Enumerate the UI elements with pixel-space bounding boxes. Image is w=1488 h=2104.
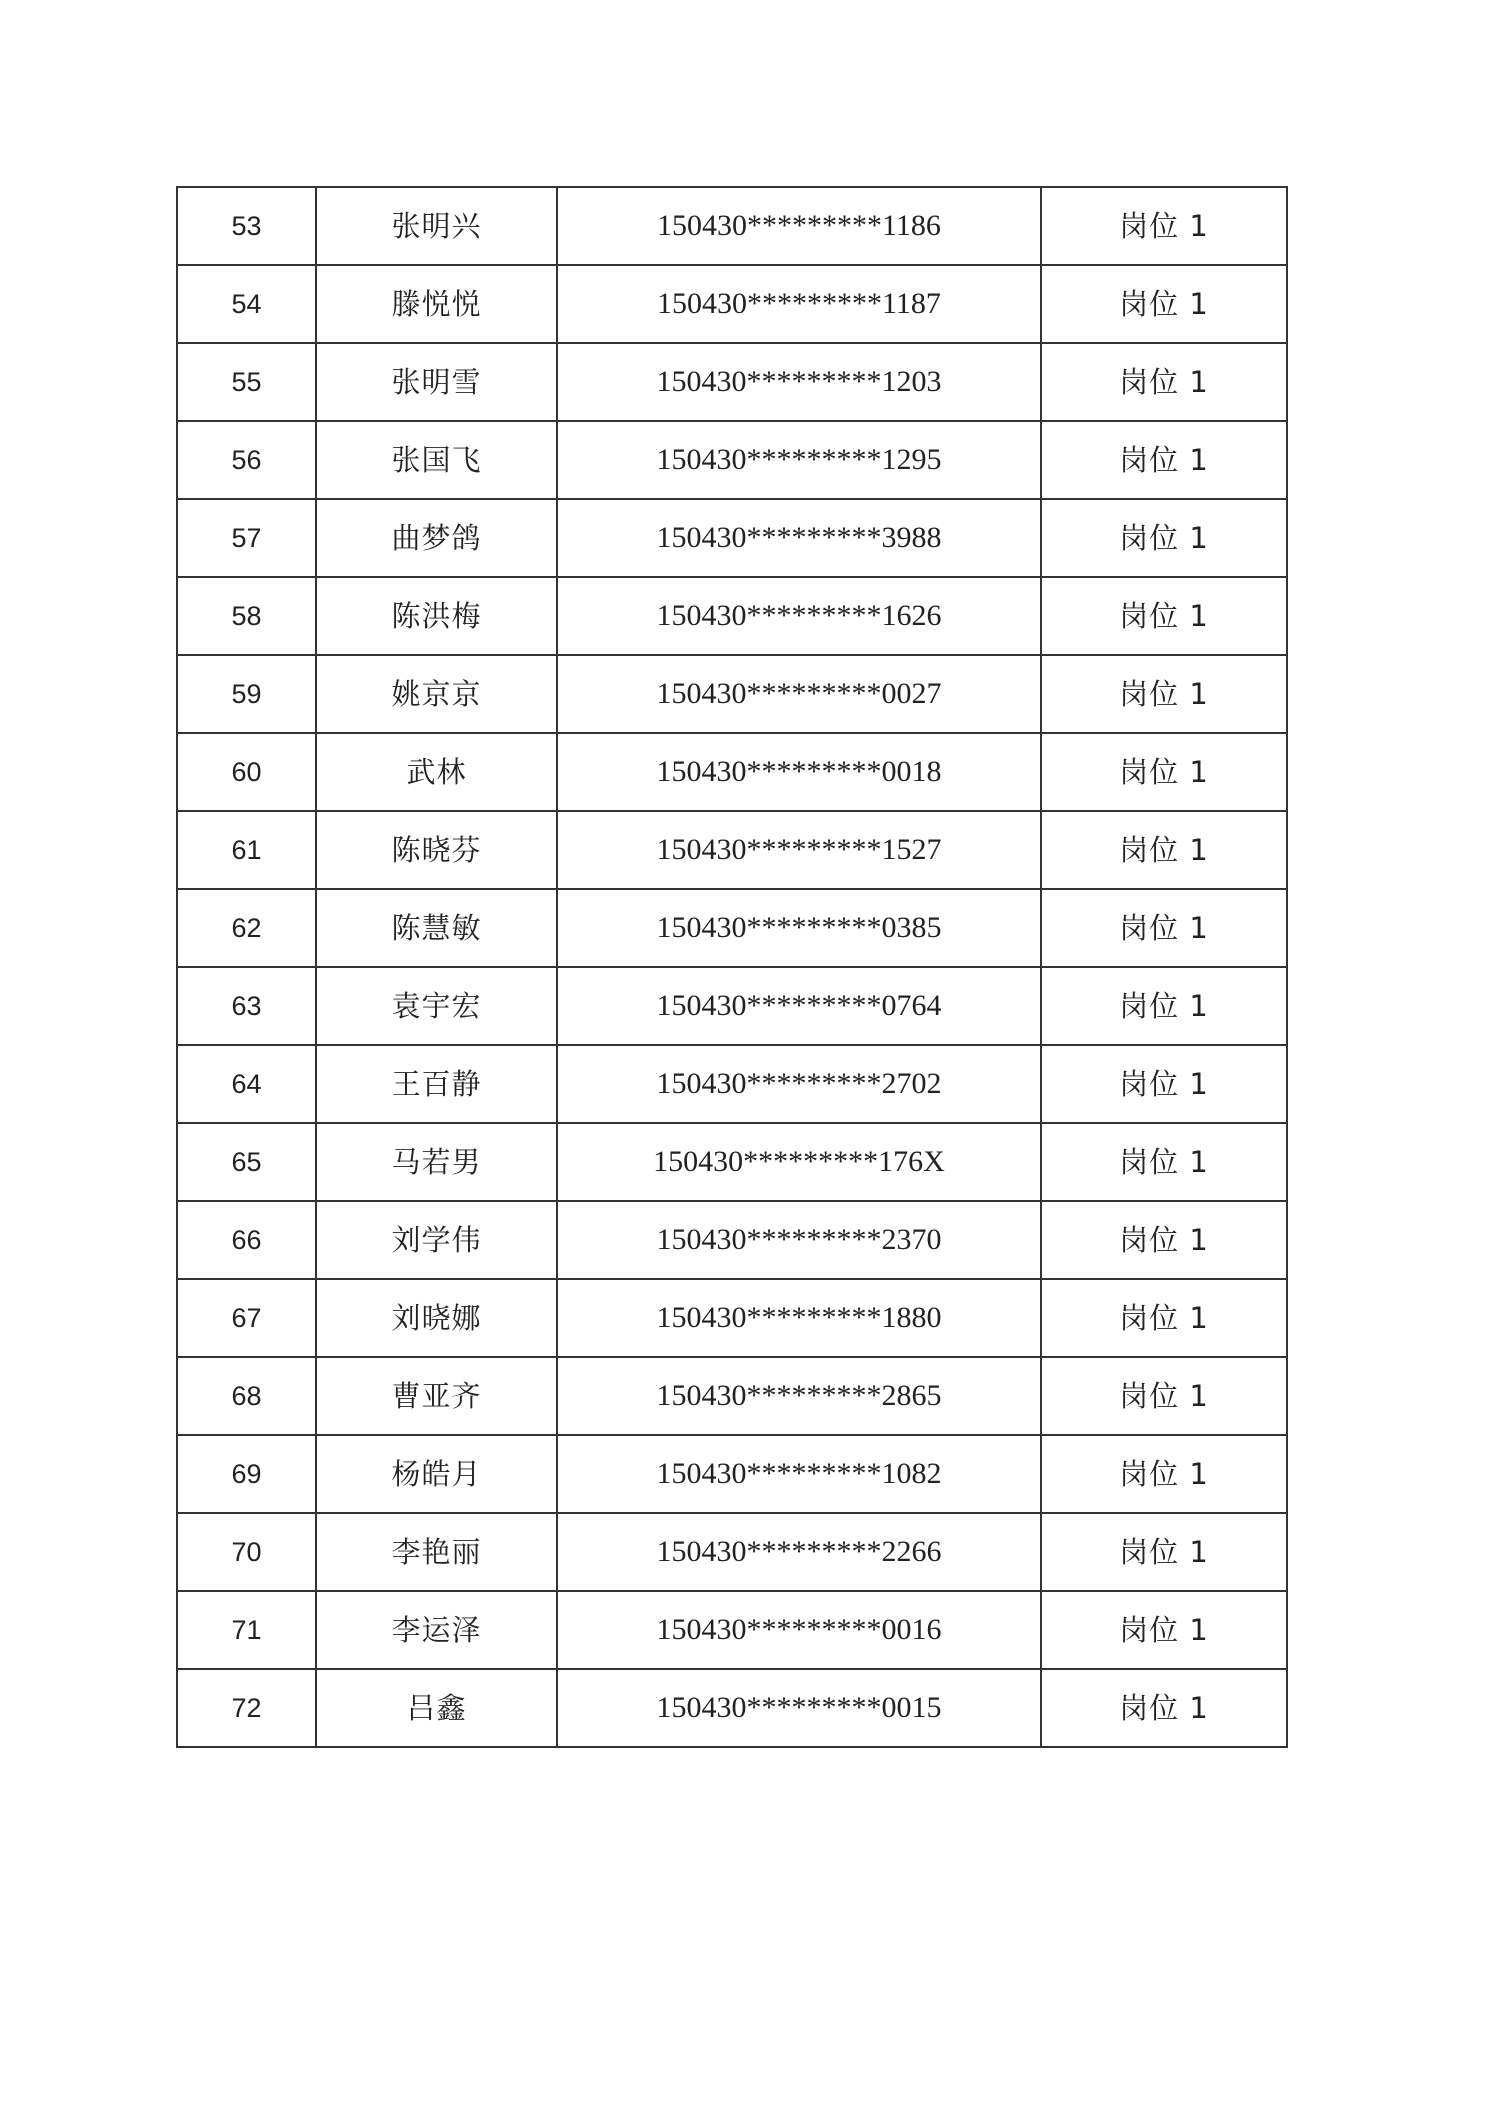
position: 岗位 1 — [1041, 733, 1287, 811]
id-number: 150430*********1186 — [557, 187, 1041, 265]
position: 岗位 1 — [1041, 1357, 1287, 1435]
position: 岗位 1 — [1041, 1513, 1287, 1591]
row-number: 56 — [177, 421, 316, 499]
row-number: 72 — [177, 1669, 316, 1747]
roster-table-body — [177, 187, 1287, 1747]
id-number: 150430*********0027 — [557, 655, 1041, 733]
position: 岗位 1 — [1041, 577, 1287, 655]
position: 岗位 1 — [1041, 343, 1287, 421]
position: 岗位 1 — [1041, 265, 1287, 343]
position: 岗位 1 — [1041, 1435, 1287, 1513]
person-name: 张明雪 — [316, 343, 557, 421]
id-number: 150430*********0015 — [557, 1669, 1041, 1747]
table-row — [177, 889, 1287, 967]
person-name: 陈洪梅 — [316, 577, 557, 655]
position: 岗位 1 — [1041, 1591, 1287, 1669]
position: 岗位 1 — [1041, 1123, 1287, 1201]
id-number: 150430*********3988 — [557, 499, 1041, 577]
table-row — [177, 577, 1287, 655]
table-row — [177, 1513, 1287, 1591]
row-number: 58 — [177, 577, 316, 655]
roster-table — [176, 186, 1288, 1748]
person-name: 张明兴 — [316, 187, 557, 265]
person-name: 曹亚齐 — [316, 1357, 557, 1435]
row-number: 62 — [177, 889, 316, 967]
table-row — [177, 187, 1287, 265]
id-number: 150430*********2865 — [557, 1357, 1041, 1435]
row-number: 64 — [177, 1045, 316, 1123]
position: 岗位 1 — [1041, 967, 1287, 1045]
table-row — [177, 343, 1287, 421]
table-row — [177, 1045, 1287, 1123]
table-row — [177, 967, 1287, 1045]
person-name: 马若男 — [316, 1123, 557, 1201]
id-number: 150430*********0764 — [557, 967, 1041, 1045]
table-row — [177, 1435, 1287, 1513]
table-row — [177, 655, 1287, 733]
person-name: 李运泽 — [316, 1591, 557, 1669]
row-number: 54 — [177, 265, 316, 343]
person-name: 吕鑫 — [316, 1669, 557, 1747]
id-number: 150430*********2702 — [557, 1045, 1041, 1123]
row-number: 67 — [177, 1279, 316, 1357]
id-number: 150430*********0385 — [557, 889, 1041, 967]
table-row — [177, 421, 1287, 499]
row-number: 53 — [177, 187, 316, 265]
id-number: 150430*********0018 — [557, 733, 1041, 811]
id-number: 150430*********176X — [557, 1123, 1041, 1201]
id-number: 150430*********1527 — [557, 811, 1041, 889]
table-row — [177, 1201, 1287, 1279]
table-row — [177, 811, 1287, 889]
person-name: 姚京京 — [316, 655, 557, 733]
person-name: 陈晓芬 — [316, 811, 557, 889]
row-number: 71 — [177, 1591, 316, 1669]
table-row — [177, 1279, 1287, 1357]
position: 岗位 1 — [1041, 187, 1287, 265]
person-name: 武林 — [316, 733, 557, 811]
position: 岗位 1 — [1041, 421, 1287, 499]
table-row — [177, 733, 1287, 811]
row-number: 69 — [177, 1435, 316, 1513]
table-row — [177, 499, 1287, 577]
position: 岗位 1 — [1041, 889, 1287, 967]
id-number: 150430*********0016 — [557, 1591, 1041, 1669]
row-number: 66 — [177, 1201, 316, 1279]
id-number: 150430*********1203 — [557, 343, 1041, 421]
id-number: 150430*********2266 — [557, 1513, 1041, 1591]
id-number: 150430*********1626 — [557, 577, 1041, 655]
row-number: 57 — [177, 499, 316, 577]
person-name: 陈慧敏 — [316, 889, 557, 967]
row-number: 59 — [177, 655, 316, 733]
person-name: 袁宇宏 — [316, 967, 557, 1045]
position: 岗位 1 — [1041, 499, 1287, 577]
id-number: 150430*********1880 — [557, 1279, 1041, 1357]
position: 岗位 1 — [1041, 1045, 1287, 1123]
person-name: 滕悦悦 — [316, 265, 557, 343]
table-row — [177, 1591, 1287, 1669]
row-number: 70 — [177, 1513, 316, 1591]
person-name: 杨皓月 — [316, 1435, 557, 1513]
row-number: 65 — [177, 1123, 316, 1201]
person-name: 刘晓娜 — [316, 1279, 557, 1357]
id-number: 150430*********2370 — [557, 1201, 1041, 1279]
position: 岗位 1 — [1041, 1279, 1287, 1357]
person-name: 曲梦鸽 — [316, 499, 557, 577]
position: 岗位 1 — [1041, 1201, 1287, 1279]
person-name: 张国飞 — [316, 421, 557, 499]
position: 岗位 1 — [1041, 1669, 1287, 1747]
row-number: 63 — [177, 967, 316, 1045]
table-row — [177, 265, 1287, 343]
person-name: 刘学伟 — [316, 1201, 557, 1279]
position: 岗位 1 — [1041, 655, 1287, 733]
position: 岗位 1 — [1041, 811, 1287, 889]
row-number: 68 — [177, 1357, 316, 1435]
person-name: 王百静 — [316, 1045, 557, 1123]
row-number: 61 — [177, 811, 316, 889]
row-number: 55 — [177, 343, 316, 421]
id-number: 150430*********1295 — [557, 421, 1041, 499]
id-number: 150430*********1187 — [557, 265, 1041, 343]
person-name: 李艳丽 — [316, 1513, 557, 1591]
table-row — [177, 1357, 1287, 1435]
id-number: 150430*********1082 — [557, 1435, 1041, 1513]
row-number: 60 — [177, 733, 316, 811]
table-row — [177, 1123, 1287, 1201]
table-row — [177, 1669, 1287, 1747]
